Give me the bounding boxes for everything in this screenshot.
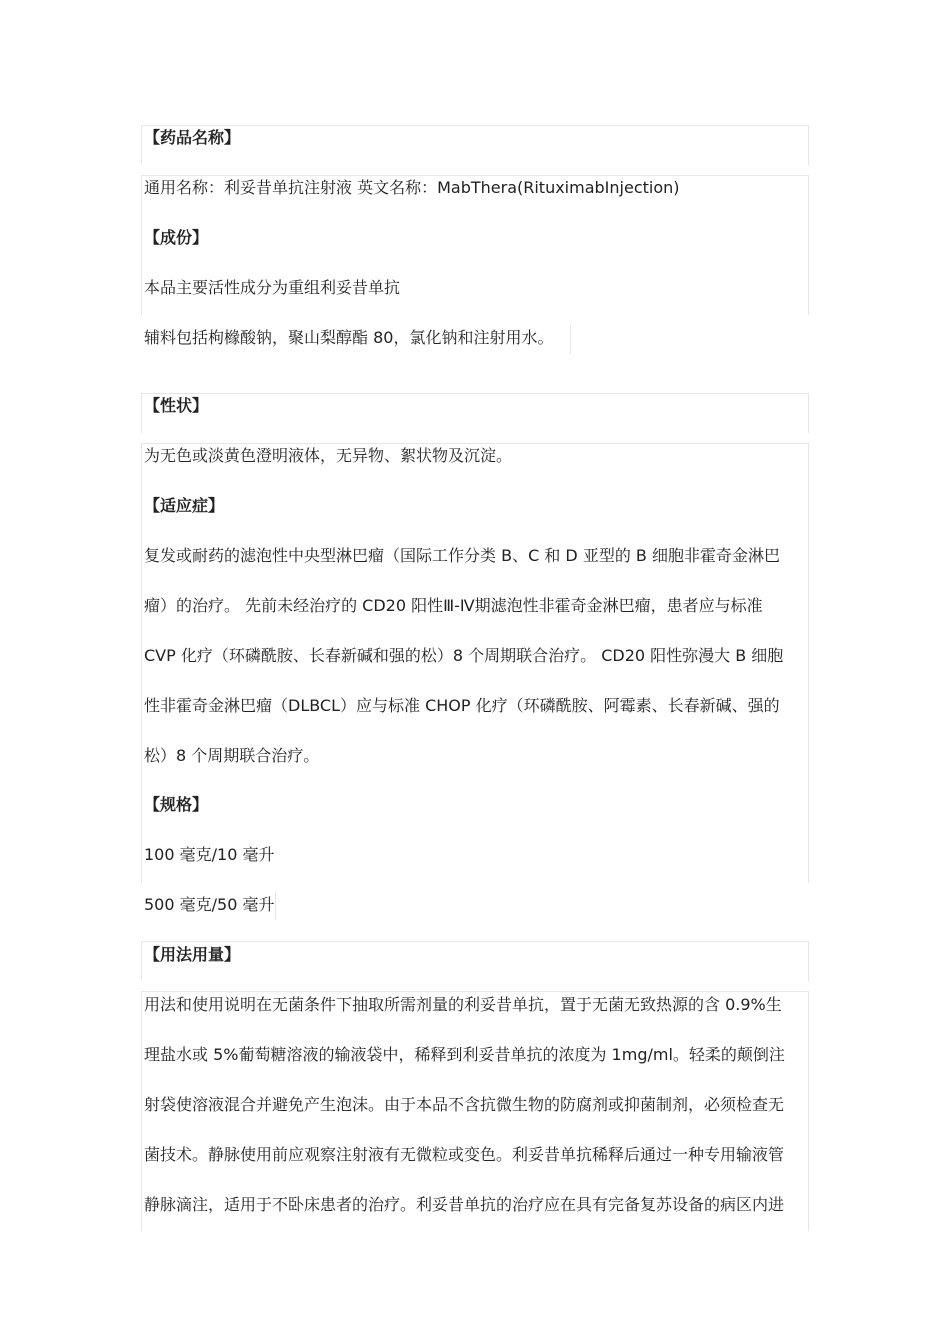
indications-line: CVP 化疗（环磷酰胺、长春新碱和强的松）8 个周期联合治疗。 CD20 阳性弥漫大 B 细胞 [144, 646, 784, 665]
appearance-heading-box [141, 393, 809, 433]
dosage-heading-box [141, 941, 809, 981]
composition-line: 辅料包括枸橼酸钠，聚山梨醇酯 80，氯化钠和注射用水。 [144, 328, 554, 347]
spec-line: 100 毫克/10 毫升 [144, 845, 275, 864]
spec-line: 500 毫克/50 毫升 [144, 895, 275, 914]
appearance-line: 为无色或淡黄色澄明液体，无异物、絮状物及沉淀。 [144, 446, 513, 465]
dosage-line: 静脉滴注，适用于不卧床患者的治疗。利妥昔单抗的治疗应在具有完备复苏设备的病区内进 [144, 1195, 785, 1214]
spec-heading: 【规格】 [144, 795, 209, 814]
indications-line: 性非霍奇金淋巴瘤（DLBCL）应与标准 CHOP 化疗（环磷酰胺、阿霉素、长春新碱、强的 [144, 696, 780, 715]
dosage-line: 用法和使用说明在无菌条件下抽取所需剂量的利妥昔单抗，置于无菌无致热源的含 0.9%生 [144, 995, 782, 1014]
dosage-line: 菌技术。静脉使用前应观察注射液有无微粒或变色。利妥昔单抗稀释后通过一种专用输液管 [144, 1145, 785, 1164]
indications-line: 松）8 个周期联合治疗。 [144, 746, 320, 765]
composition-heading: 【成份】 [144, 228, 209, 247]
composition-end-tick [570, 325, 571, 354]
composition-line: 本品主要活性成分为重组利妥昔单抗 [144, 278, 401, 297]
name-heading-box [141, 125, 809, 165]
appearance-heading: 【性状】 [144, 396, 209, 415]
indications-heading: 【适应症】 [144, 496, 225, 515]
indications-line: 复发或耐药的滤泡性中央型淋巴瘤（国际工作分类 B、C 和 D 亚型的 B 细胞非霍奇金淋巴 [144, 546, 780, 565]
dosage-line: 射袋使溶液混合并避免产生泡沫。由于本品不含抗微生物的防腐剂或抑菌制剂，必须检查无 [144, 1095, 785, 1114]
drug-name-heading: 【药品名称】 [144, 128, 241, 147]
spec-end-tick [275, 891, 276, 920]
dosage-line: 理盐水或 5%葡萄糖溶液的输液袋中，稀释到利妥昔单抗的浓度为 1mg/ml。轻柔的颠倒注 [144, 1045, 785, 1064]
drug-name-line: 通用名称：利妥昔单抗注射液 英文名称：MabThera(RituximabInjection) [144, 178, 680, 197]
indications-line: 瘤）的治疗。 先前未经治疗的 CD20 阳性Ⅲ-Ⅳ期滤泡性非霍奇金淋巴瘤，患者应与标准 [144, 596, 763, 615]
dosage-heading: 【用法用量】 [144, 945, 241, 964]
